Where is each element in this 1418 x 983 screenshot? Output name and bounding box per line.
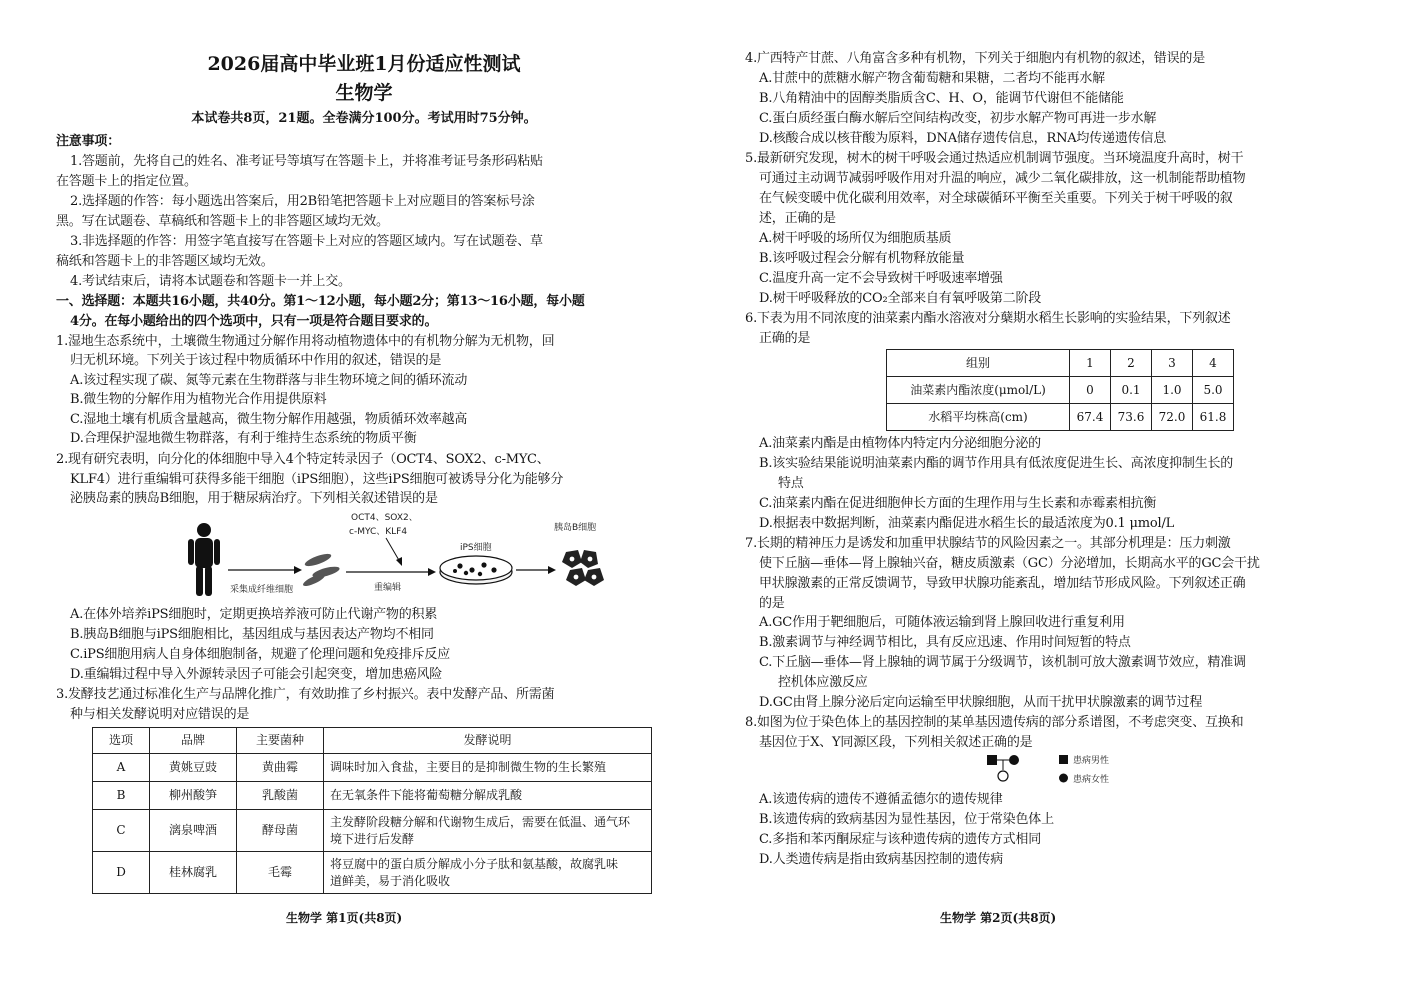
option: C.温度升高一定不会导致树干呼吸速率增强: [759, 271, 1003, 286]
table-cell: 黄姚豆豉: [150, 754, 237, 782]
table-cell: C: [93, 810, 150, 852]
table-cell: 水稻平均株高(cm): [887, 404, 1070, 431]
question-stem: 1.湿地生态系统中，土壤微生物通过分解作用将动植物遗体中的有机物分解为无机物，回: [56, 334, 555, 349]
table-cell: D: [93, 852, 150, 894]
option: A.GC作用于靶细胞后，可随体液运输到肾上腺回收进行重复利用: [759, 615, 1125, 630]
factors-label: c-MYC、KLF4: [349, 527, 408, 537]
beta-cells-icon: [562, 550, 604, 586]
option: D.合理保护湿地微生物群落，有利于维持生态系统的物质平衡: [70, 431, 417, 446]
fermentation-table: [92, 727, 652, 894]
question-stem: 甲状腺激素的正常反馈调节，导致甲状腺功能紊乱，增加结节形成风险。下列叙述正确: [759, 576, 1246, 591]
table-cell: 漓泉啤酒: [150, 810, 237, 852]
question-stem: KLF4）进行重编辑可获得多能干细胞（iPS细胞），这些iPS细胞可被诱导分化为能够分: [70, 472, 564, 487]
ips-figure: [176, 510, 616, 602]
page-footer: 生物学 第2页(共8页): [940, 911, 1057, 925]
option: A.该过程实现了碳、氮等元素在生物群落与非生物环境之间的循环流动: [70, 373, 468, 388]
table-cell: 酵母菌: [237, 810, 324, 852]
table-header: 主要菌种: [237, 728, 324, 754]
option: A.在体外培养iPS细胞时，定期更换培养液可防止代谢产物的积累: [70, 607, 438, 622]
option: D.树干呼吸释放的CO₂全部来自有氧呼吸第二阶段: [759, 291, 1042, 306]
legend-female-label: 患病女性: [1073, 775, 1110, 785]
option: C.下丘脑—垂体—肾上腺轴的调节属于分级调节，该机制可放大激素调节效应，精准调: [759, 655, 1246, 670]
question-stem: 8.如图为位于染色体上的基因控制的某单基因遗传病的部分系谱图，不考虑突变、互换和: [745, 715, 1244, 730]
pedigree-figure: [985, 751, 1125, 787]
option: A.该遗传病的遗传不遵循孟德尔的遗传规律: [759, 792, 1003, 807]
table-cell: 1.0: [1152, 377, 1193, 404]
table-header: 发酵说明: [324, 728, 652, 754]
option: B.八角精油中的固醇类脂质含C、H、O，能调节代谢但不能储能: [759, 91, 1124, 106]
table-header: 选项: [93, 728, 150, 754]
table-row: [93, 852, 652, 894]
page-1: [56, 0, 672, 983]
notes-line: 3.非选择题的作答：用签字笔直接写在答题卡上对应的答题区域内。写在试题卷、草: [70, 234, 543, 249]
subject-title: 生物学: [335, 82, 393, 104]
exam-title: 2026届高中毕业班1月份适应性测试: [207, 53, 521, 75]
option: B.该呼吸过程会分解有机物释放能量: [759, 251, 965, 266]
option: B.胰岛B细胞与iPS细胞相比，基因组成与基因表达产物均不相同: [70, 627, 434, 642]
question-stem: 使下丘脑—垂体—肾上腺轴兴奋，糖皮质激素（GC）分泌增加，长期高水平的GC会干扰: [759, 556, 1260, 571]
ips-dish-label: iPS细胞: [460, 543, 492, 553]
fibroblast-cells-icon: [302, 551, 341, 588]
table-cell: 72.0: [1152, 404, 1193, 431]
exam-info: 本试卷共8页，21题。全卷满分100分。考试用时75分钟。: [191, 111, 537, 126]
section-heading: 一、选择题：本题共16小题，共40分。第1～12小题，每小题2分；第13～16小题，每小题: [56, 294, 585, 309]
page-footer: 生物学 第1页(共8页): [286, 911, 403, 925]
unaffected-daughter-icon: [998, 771, 1008, 781]
option: A.树干呼吸的场所仅为细胞质基质: [759, 231, 952, 246]
question-stem: 2.现有研究表明，向分化的体细胞中导入4个特定转录因子（OCT4、SOX2、c-MYC、: [56, 452, 550, 467]
affected-mother-icon: [1009, 755, 1019, 765]
page-2: [745, 0, 1367, 983]
table-row: [93, 810, 652, 852]
option: D.GC由肾上腺分泌后定向运输至甲状腺细胞，从而干扰甲状腺激素的调节过程: [759, 695, 1203, 710]
notes-heading: 注意事项：: [56, 134, 121, 149]
question-stem: 可通过主动调节减弱呼吸作用对升温的响应，减少二氧化碳排放，这一机制能帮助植物: [759, 171, 1246, 186]
question-stem: 基因位于X、Y同源区段，下列相关叙述正确的是: [759, 735, 1033, 750]
table-cell: 组别: [887, 350, 1070, 377]
question-stem: 正确的是: [759, 331, 811, 346]
table-cell: 0.1: [1111, 377, 1152, 404]
question-stem: 5.最新研究发现，树木的树干呼吸会通过热适应机制调节强度。当环境温度升高时，树干: [745, 151, 1244, 166]
notes-line: 4.考试结束后，请将本试题卷和答题卡一并上交。: [70, 274, 351, 289]
option: B.激素调节与神经调节相比，具有反应迅速、作用时间短暂的特点: [759, 635, 1131, 650]
option: D.人类遗传病是指由致病基因控制的遗传病: [759, 852, 1004, 867]
option: 控机体应激反应: [778, 675, 868, 690]
question-stem: 种与相关发酵说明对应错误的是: [70, 707, 250, 722]
table-cell: 1: [1070, 350, 1111, 377]
table-cell: 毛霉: [237, 852, 324, 894]
brassinolide-table: [886, 349, 1234, 431]
table-cell: 67.4: [1070, 404, 1111, 431]
option: D.重编辑过程中导入外源转录因子可能会引起突变，增加患癌风险: [70, 667, 443, 682]
source-cells-label: 采集成纤维细胞: [230, 585, 294, 595]
option: 特点: [778, 476, 804, 491]
notes-line: 稿纸和答题卡上的非答题区域均无效。: [56, 254, 274, 269]
affected-father-icon: [987, 755, 997, 765]
question-stem: 述，正确的是: [759, 211, 836, 226]
section-heading: 4分。在每小题给出的四个选项中，只有一项是符合题目要求的。: [70, 314, 438, 329]
table-cell: 4: [1193, 350, 1234, 377]
option: C.湿地土壤有机质含量越高，微生物分解作用越强，物质循环效率越高: [70, 412, 468, 427]
notes-line: 2.选择题的作答：每小题选出答案后，用2B铅笔把答题卡上对应题目的答案标号涂: [70, 194, 535, 209]
table-cell: 在无氧条件下能将葡萄糖分解成乳酸: [324, 782, 652, 810]
notes-line: 黑。写在试题卷、草稿纸和答题卡上的非答题区域均无效。: [56, 214, 389, 229]
option: D.核酸合成以核苷酸为原料，DNA储存遗传信息，RNA均传递遗传信息: [759, 131, 1167, 146]
notes-line: 在答题卡上的指定位置。: [56, 174, 197, 189]
option: C.iPS细胞用病人自身体细胞制备，规避了伦理问题和免疫排斥反应: [70, 647, 451, 662]
table-row: [887, 377, 1234, 404]
table-cell: 柳州酸笋: [150, 782, 237, 810]
legend-male-label: 患病男性: [1073, 756, 1110, 766]
beta-cells-label: 胰岛B细胞: [554, 523, 597, 533]
table-cell: B: [93, 782, 150, 810]
table-row: [93, 754, 652, 782]
question-stem: 的是: [759, 596, 785, 611]
question-stem: 泌胰岛素的胰岛B细胞，用于糖尿病治疗。下列相关叙述错误的是: [70, 491, 438, 506]
question-stem: 归无机环境。下列关于该过程中物质循环中作用的叙述，错误的是: [70, 353, 442, 368]
option: D.根据表中数据判断，油菜素内酯促进水稻生长的最适浓度为0.1 μmol/L: [759, 516, 1175, 531]
notes-line: 1.答题前，先将自己的姓名、准考证号等填写在答题卡上，并将准考证号条形码粘贴: [70, 154, 543, 169]
question-stem: 4.广西特产甘蔗、八角富含多种有机物，下列关于细胞内有机物的叙述，错误的是: [745, 51, 1206, 66]
legend-male-icon: [1059, 755, 1068, 764]
table-cell: 5.0: [1193, 377, 1234, 404]
factors-label: OCT4、SOX2、: [351, 513, 418, 523]
option: C.油菜素内酯在促进细胞伸长方面的生理作用与生长素和赤霉素相抗衡: [759, 496, 1157, 511]
legend-female-icon: [1059, 774, 1068, 783]
question-stem: 7.长期的精神压力是诱发和加重甲状腺结节的风险因素之一。其部分机理是：压力刺激: [745, 536, 1231, 551]
table-cell: 黄曲霉: [237, 754, 324, 782]
human-icon: [188, 523, 220, 596]
option: B.该遗传病的致病基因为显性基因，位于常染色体上: [759, 812, 1054, 827]
table-row: [887, 404, 1234, 431]
table-cell: 3: [1152, 350, 1193, 377]
option: C.多指和苯丙酮尿症与该种遗传病的遗传方式相同: [759, 832, 1042, 847]
table-row: [887, 350, 1234, 377]
table-row: [93, 782, 652, 810]
option: A.甘蔗中的蔗糖水解产物含葡萄糖和果糖，二者均不能再水解: [759, 71, 1105, 86]
table-cell: 调味时加入食盐，主要目的是抑制微生物的生长繁殖: [324, 754, 652, 782]
question-stem: 6.下表为用不同浓度的油菜素内酯水溶液对分蘖期水稻生长影响的实验结果，下列叙述: [745, 311, 1231, 326]
table-cell: 61.8: [1193, 404, 1234, 431]
question-stem: 3.发酵技艺通过标准化生产与品牌化推广，有效助推了乡村振兴。表中发酵产品、所需菌: [56, 687, 555, 702]
table-cell: 将豆腐中的蛋白质分解成小分子肽和氨基酸，故腐乳味 道鲜美，易于消化吸收: [324, 852, 652, 894]
table-cell: 油菜素内酯浓度(μmol/L): [887, 377, 1070, 404]
reprogram-step-label: 重编辑: [374, 583, 402, 593]
table-header: 品牌: [150, 728, 237, 754]
table-cell: 73.6: [1111, 404, 1152, 431]
table-cell: 0: [1070, 377, 1111, 404]
table-cell: 2: [1111, 350, 1152, 377]
option: A.油菜素内酯是由植物体内特定内分泌细胞分泌的: [759, 436, 1041, 451]
table-cell: A: [93, 754, 150, 782]
question-stem: 在气候变暖中优化碳利用效率，对全球碳循环平衡至关重要。下列关于树干呼吸的叙: [759, 191, 1233, 206]
petri-dish-icon: [440, 556, 512, 584]
option: B.该实验结果能说明油菜素内酯的调节作用具有低浓度促进生长、高浓度抑制生长的: [759, 456, 1234, 471]
option: C.蛋白质经蛋白酶水解后空间结构改变，初步水解产物可再进一步水解: [759, 111, 1157, 126]
table-cell: 主发酵阶段糖分解和代谢物生成后，需要在低温、通气环 境下进行后发酵: [324, 810, 652, 852]
table-cell: 桂林腐乳: [150, 852, 237, 894]
table-cell: 乳酸菌: [237, 782, 324, 810]
option: B.微生物的分解作用为植物光合作用提供原料: [70, 392, 327, 407]
